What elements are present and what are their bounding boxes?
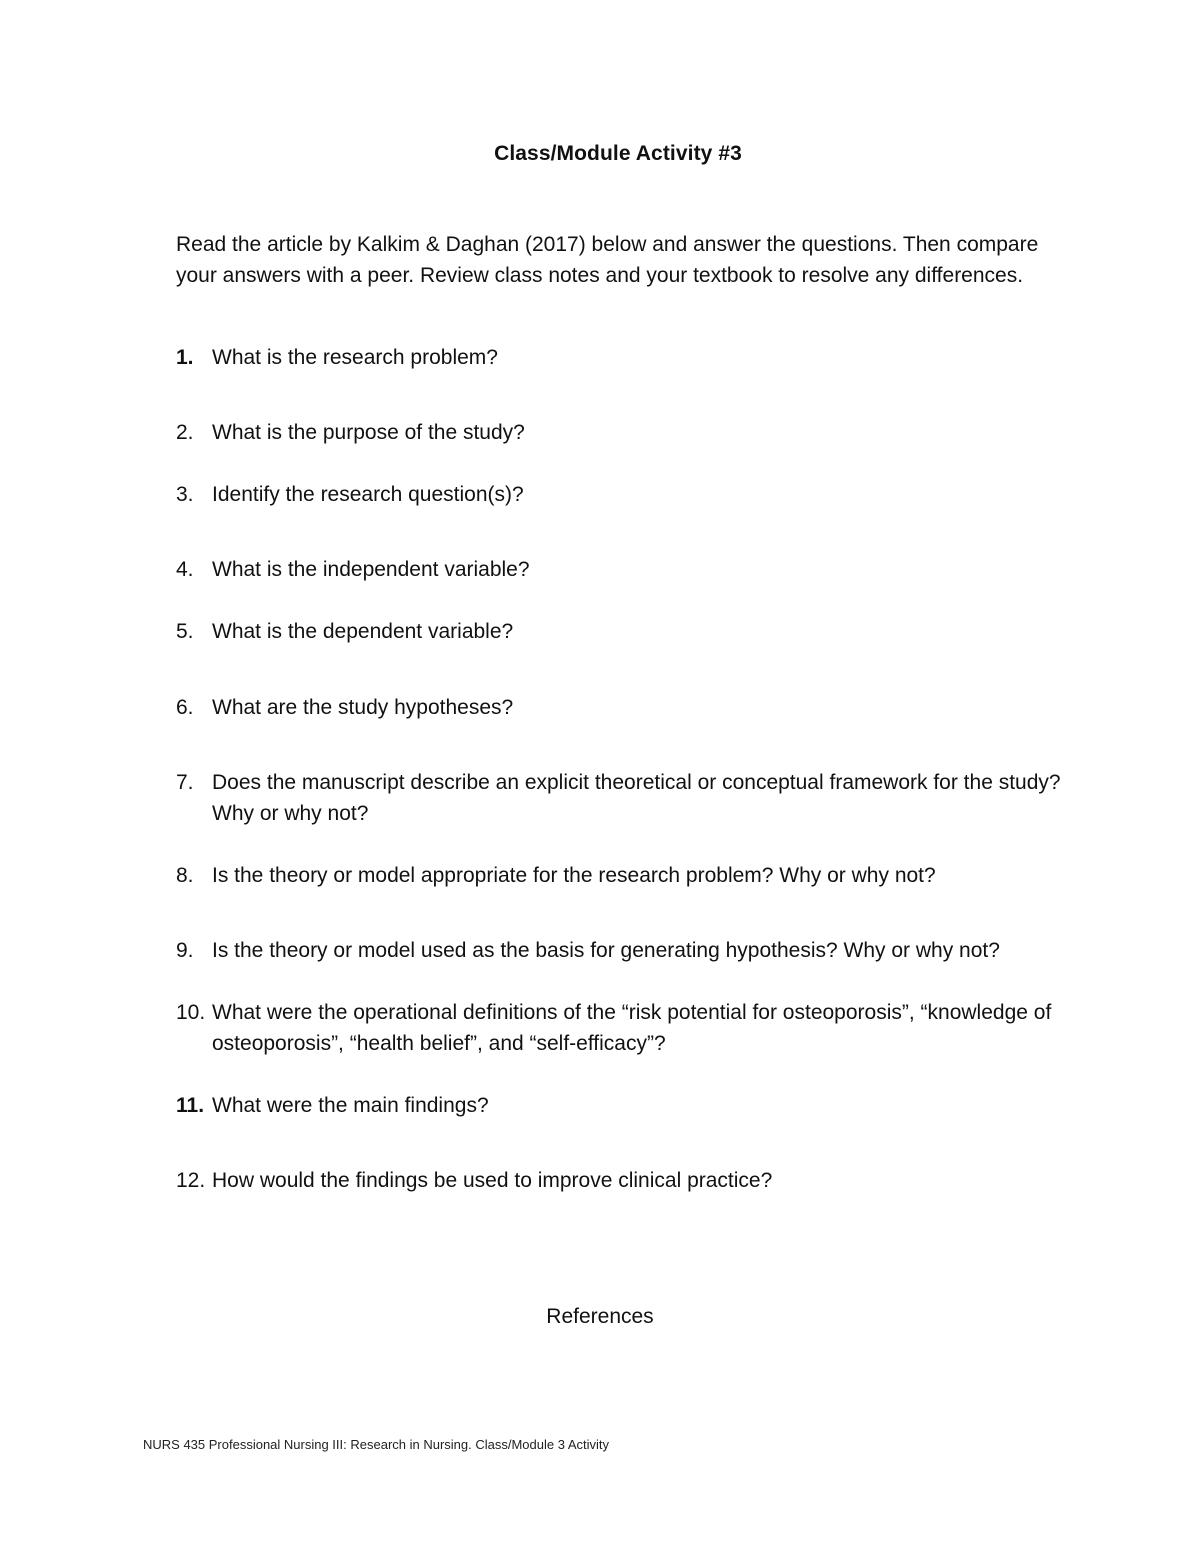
question-text: What were the main findings?: [212, 1094, 489, 1117]
question-text: Is the theory or model appropriate for the research problem? Why or why not?: [212, 864, 936, 887]
question-item: [176, 554, 1066, 585]
question-text: What is the independent variable?: [212, 558, 530, 581]
question-item: [176, 1165, 1066, 1196]
question-number: 6.: [176, 696, 194, 719]
question-item: [176, 342, 1066, 373]
page-title: Class/Module Activity #3: [494, 142, 742, 165]
question-text: How would the findings be used to improve clinical practice?: [212, 1169, 773, 1192]
question-item: [176, 767, 1066, 829]
question-number: 9.: [176, 939, 194, 962]
question-number: 2.: [176, 421, 194, 444]
references-heading: References: [546, 1305, 654, 1328]
question-text: What is the dependent variable?: [212, 620, 514, 643]
page-footer: NURS 435 Professional Nursing III: Research in Nursing. Class/Module 3 Activity: [143, 1437, 610, 1452]
question-item: [176, 860, 1066, 891]
question-item: [176, 1090, 1066, 1121]
question-text: What are the study hypotheses?: [212, 696, 514, 719]
question-number: 8.: [176, 864, 194, 887]
question-number: 11.: [176, 1094, 205, 1117]
question-number: 4.: [176, 558, 194, 581]
question-text: What were the operational definitions of the “risk potential for osteoporosis”, “knowledge of osteoporosis”, “health belief”, and “self-efficacy”?: [212, 1001, 1052, 1055]
instructions-paragraph: Read the article by Kalkim & Daghan (2017) below and answer the questions. Then compare your answers with a peer. Review class notes and your textbook to resolve any differences.: [176, 233, 1039, 287]
question-text: Identify the research question(s)?: [212, 483, 524, 506]
question-text: Is the theory or model used as the basis for generating hypothesis? Why or why not?: [212, 939, 1000, 962]
question-item: [176, 692, 1066, 723]
question-number: 3.: [176, 483, 194, 506]
question-number: 12.: [176, 1169, 206, 1192]
question-item: [176, 935, 1066, 966]
question-number: 1.: [176, 346, 194, 369]
question-text: What is the research problem?: [212, 346, 498, 369]
question-text: What is the purpose of the study?: [212, 421, 525, 444]
question-number: 7.: [176, 771, 194, 794]
question-item: [176, 997, 1066, 1059]
question-item: [176, 479, 1066, 510]
question-item: [176, 616, 1066, 647]
question-item: [176, 417, 1066, 448]
question-number: 5.: [176, 620, 194, 643]
question-text: Does the manuscript describe an explicit theoretical or conceptual framework for the study? Why or why not?: [212, 771, 1061, 825]
question-number: 10.: [176, 1001, 206, 1024]
